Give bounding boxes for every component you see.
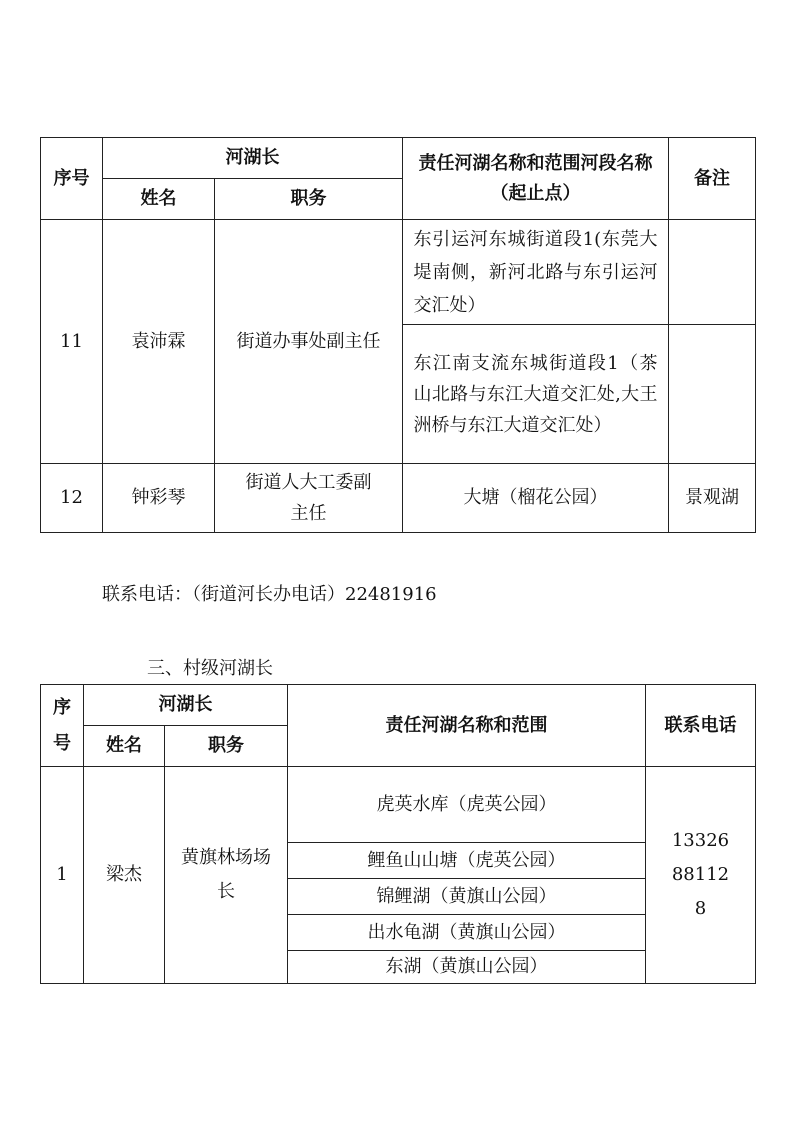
t2-header-position: 职务 xyxy=(165,726,288,767)
row12-note: 景观湖 xyxy=(669,464,756,533)
t2-header-name: 姓名 xyxy=(84,726,165,767)
row11-note1 xyxy=(669,220,756,325)
row12-seq: 12 xyxy=(41,464,103,533)
row12-river: 大塘（榴花公园） xyxy=(403,464,669,533)
row11-river1-text: 东引运河东城街道段1(东莞大堤南侧，新河北路与东引运河交汇处） xyxy=(413,228,658,316)
row11-seq: 11 xyxy=(41,220,103,464)
district-leader-table xyxy=(40,137,756,533)
contact-phone: 联系电话：（街道河长办电话）22481916 xyxy=(102,584,437,605)
row11-river2-text: 东江南支流东城街道段1（茶山北路与东江大道交汇处,大王洲桥与东江大道交汇处） xyxy=(413,352,658,436)
t2-river-1: 鲤鱼山山塘（虎英公园） xyxy=(288,843,646,879)
header-position: 职务 xyxy=(215,179,403,220)
t2-header-leader-group: 河湖长 xyxy=(84,685,288,726)
t2-row-position-text: 黄旗林场场长 xyxy=(181,847,271,902)
t2-river-0: 虎英水库（虎英公园） xyxy=(288,767,646,843)
row12-position xyxy=(215,464,403,533)
t2-row-name: 梁杰 xyxy=(84,767,165,984)
header-note: 备注 xyxy=(669,138,756,220)
header-responsibility-text: 责任河湖名称和范围河段名称（起止点） xyxy=(418,152,653,204)
t2-header-responsibility: 责任河湖名称和范围 xyxy=(288,685,646,767)
t2-row-position xyxy=(165,767,288,984)
t2-row-phone xyxy=(646,767,756,984)
t2-river-3: 出水龟湖（黄旗山公园） xyxy=(288,915,646,951)
t2-row-phone-text: 13326881128 xyxy=(671,830,730,919)
row12-position-text: 街道人大工委副主任 xyxy=(245,472,372,524)
row11-note2 xyxy=(669,325,756,464)
row11-name: 袁沛霖 xyxy=(103,220,215,464)
t2-header-seq xyxy=(41,685,84,767)
t2-row-seq: 1 xyxy=(41,767,84,984)
t2-river-2: 锦鲤湖（黄旗山公园） xyxy=(288,879,646,915)
village-leader-table xyxy=(40,684,756,984)
row11-river1 xyxy=(403,220,669,325)
header-leader-group: 河湖长 xyxy=(103,138,403,179)
header-responsibility xyxy=(403,138,669,220)
header-name: 姓名 xyxy=(103,179,215,220)
section-title: 三、村级河湖长 xyxy=(147,658,273,679)
row11-river2 xyxy=(403,325,669,464)
t2-river-4: 东湖（黄旗山公园） xyxy=(288,951,646,984)
t2-header-seq-text: 序号 xyxy=(53,696,71,754)
row12-name: 钟彩琴 xyxy=(103,464,215,533)
t2-header-phone: 联系电话 xyxy=(646,685,756,767)
header-seq: 序号 xyxy=(41,138,103,220)
row11-position: 街道办事处副主任 xyxy=(215,220,403,464)
